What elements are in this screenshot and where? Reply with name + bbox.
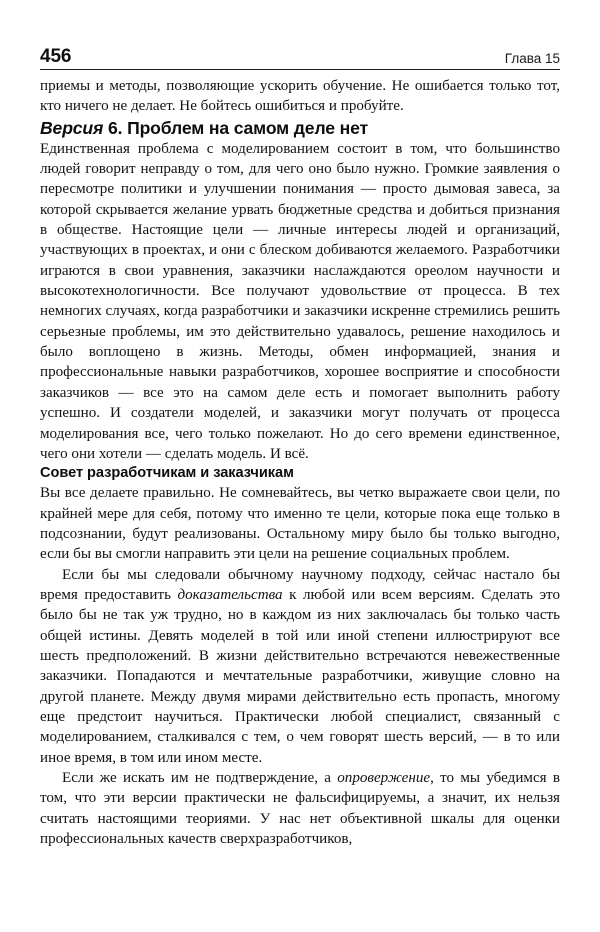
proof-text-before: Если бы мы следовали обычному научному подходу, сейчас настало бы время предоставить xyxy=(40,566,560,603)
proof-text-after: к любой или всем версиям. Сделать это было бы не так уж трудно, но в каждом из них заключалась бы только часть общей истины. Девять моделей в той или иной степени иллюстрируют все шесть предположений. В жизни действительно встречаются невежественные заказчики. Попадаются и мечтательные разработчики, живущие словно на другой планете. Между двумя мирами действительно есть пропасть, многому еще предстоит научиться. Практически любой специалист, связанный с моделированием, сталкивался с тем, о чем говорят шесть версий, — в то или иное время, в том или ином месте. xyxy=(40,586,560,766)
section-heading xyxy=(40,117,560,139)
advice-paragraph: Вы все делаете правильно. Не сомневайтесь, вы четко выражаете свои цели, по крайней мере для себя, потому что именно те цели, которые пока еще только в подсознании, будут реализованы. Остальному миру было бы только выгодно, если бы вы смогли направить эти цели на решение социальных проблем. xyxy=(40,485,560,563)
section-heading-italic: Версия xyxy=(40,117,104,138)
refutation-emphasis: опровержение xyxy=(337,770,431,786)
proof-paragraph xyxy=(40,565,560,768)
text-column xyxy=(40,76,560,849)
chapter-label: Глава 15 xyxy=(504,50,560,66)
refutation-text-after: , то мы убедимся в том, что эти версии практически не фальсифицируемы, а значит, их нельзя считать настоящими теориями. У нас нет объективной шкалы для оценки профессиональных качеств сверхразработчиков, xyxy=(40,770,560,848)
refutation-paragraph xyxy=(40,768,560,849)
section-paragraph: Единственная проблема с моделированием состоит в том, что большинство людей говорит неправду о том, для чего оно было нужно. Громкие заявления о пересмотре политики и улучшении понимания — просто дымовая завеса, за которой скрывается желание урвать бюджетные средства и добиться признания в обществе. Настоящие цели — личные интересы людей и организаций, участвующих в проектах, и они с блеском добиваются желаемого. Разработчики играются в свои уравнения, заказчики наслаждаются ореолом научности и высокотехнологичности. Все получают удовольствие от процесса. В тех немногих случаях, когда разработчики и заказчики искренне стремились решить серьезные проблемы, им это действительно удавалось, решение находилось и было воплощено в жизнь. Методы, обмен информацией, знания и профессиональные навыки разработчиков, хорошее восприятие и способности заказчиков — все это на самом деле есть и помогает выполнить работу успешно. И создатели моделей, и заказчики могут получать от процесса моделирования все, чего только пожелают. Но до сего времени единственное, чего они хотели — сделать модель. И всё. xyxy=(40,140,560,462)
proof-emphasis: доказательства xyxy=(177,586,283,603)
running-head xyxy=(40,40,560,70)
advice-heading: Совет разработчикам и заказчикам xyxy=(40,465,294,482)
page-number: 456 xyxy=(40,46,72,67)
section-heading-rest: 6. Проблем на самом деле нет xyxy=(103,117,368,138)
refutation-text-before: Если же искать им не подтверждение, а xyxy=(62,770,338,786)
intro-paragraph: приемы и методы, позволяющие ускорить обучение. Не ошибается только тот, кто ничего не делает. Не бойтесь ошибиться и пробуйте. xyxy=(40,78,560,115)
